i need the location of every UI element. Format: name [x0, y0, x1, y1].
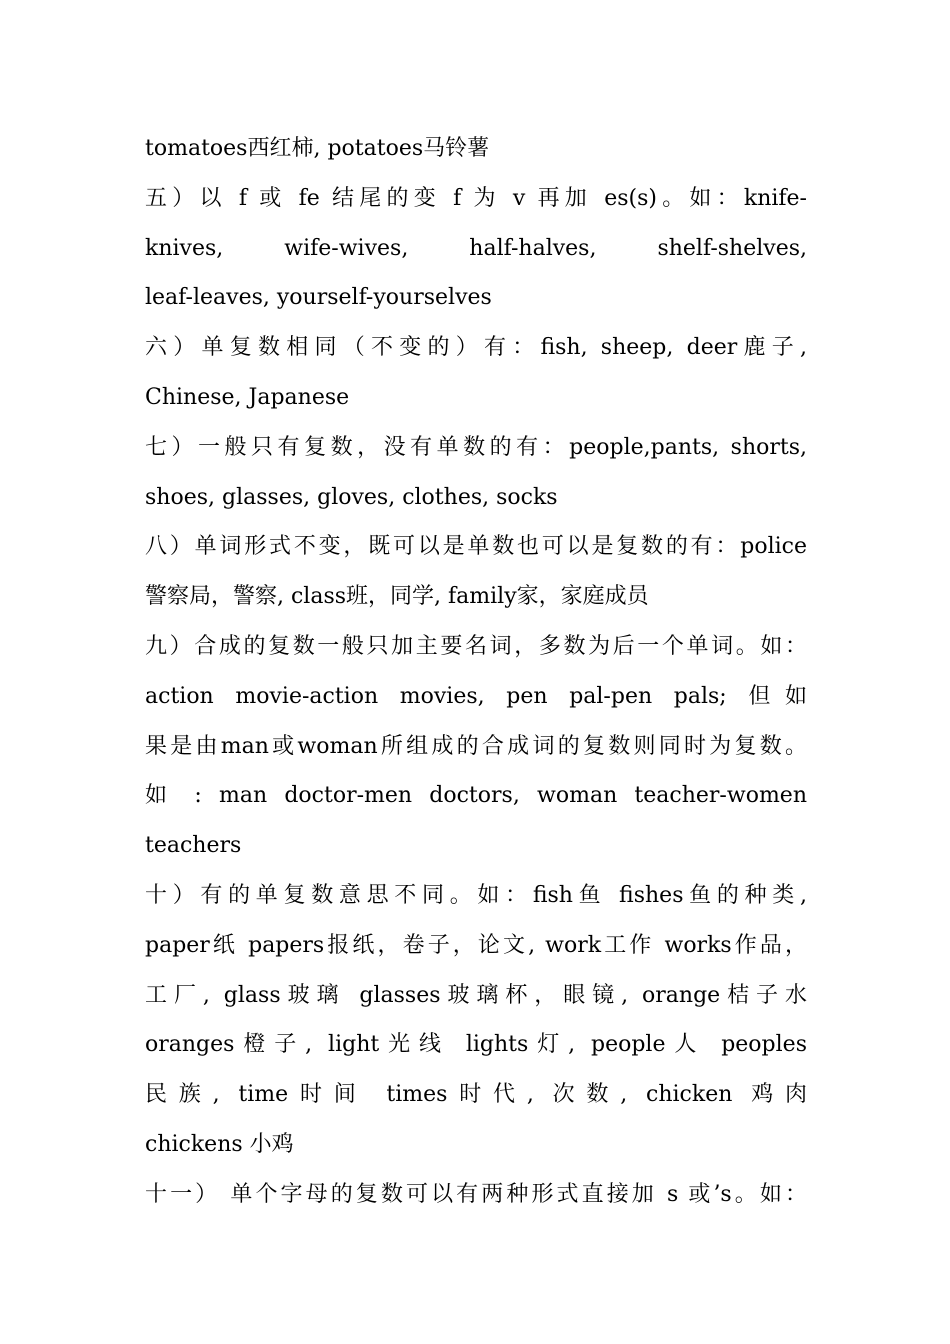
text-line: 五）以 f 或 fe 结尾的变 f 为 v 再加 es(s)。如：knife-: [145, 185, 807, 211]
text-line: 十）有的单复数意思不同。如：fish鱼 fishes鱼的种类,: [145, 882, 807, 908]
text-line: 十一） 单个字母的复数可以有两种形式直接加 s 或’s。如：: [145, 1181, 807, 1207]
text-line: 民族, time时间 times时代, 次数, chicken 鸡肉: [145, 1082, 807, 1108]
text-line: tomatoes西红柿, potatoes马铃薯: [145, 136, 490, 161]
text-line: Chinese, Japanese: [145, 384, 350, 410]
text-line: paper纸 papers报纸，卷子，论文, work工作 works作品，: [145, 932, 807, 958]
text-line: oranges橙子, light光线 lights灯, people人 peoples: [145, 1032, 807, 1058]
text-line: teachers: [145, 833, 242, 859]
text-line: 警察局，警察, class班，同学, family家，家庭成员: [145, 584, 649, 610]
text-line: shoes, glasses, gloves, clothes, socks: [145, 484, 558, 510]
text-line: 六）单复数相同（不变的）有：fish, sheep, deer鹿子,: [145, 335, 807, 361]
document-body: [145, 124, 807, 1220]
text-line: 果是由man或woman所组成的合成词的复数则同时为复数。: [145, 733, 807, 759]
text-line: knives, wife-wives, half-halves, shelf-shelves,: [145, 235, 807, 261]
text-line: 九）合成的复数一般只加主要名词，多数为后一个单词。如：: [145, 633, 807, 659]
text-line: chickens 小鸡: [145, 1131, 294, 1157]
text-line: 七）一般只有复数，没有单数的有：people,pants, shorts,: [145, 434, 807, 460]
text-line: 八）单词形式不变，既可以是单数也可以是复数的有：police: [145, 534, 807, 560]
text-line: action movie-action movies, pen pal-pen pals; 但如: [145, 683, 807, 709]
text-line: 工厂, glass玻璃 glasses玻璃杯，眼镜, orange桔子水: [145, 982, 807, 1008]
text-line: 如 : man doctor-men doctors, woman teacher-women: [145, 783, 807, 809]
text-line: leaf-leaves, yourself-yourselves: [145, 285, 492, 311]
